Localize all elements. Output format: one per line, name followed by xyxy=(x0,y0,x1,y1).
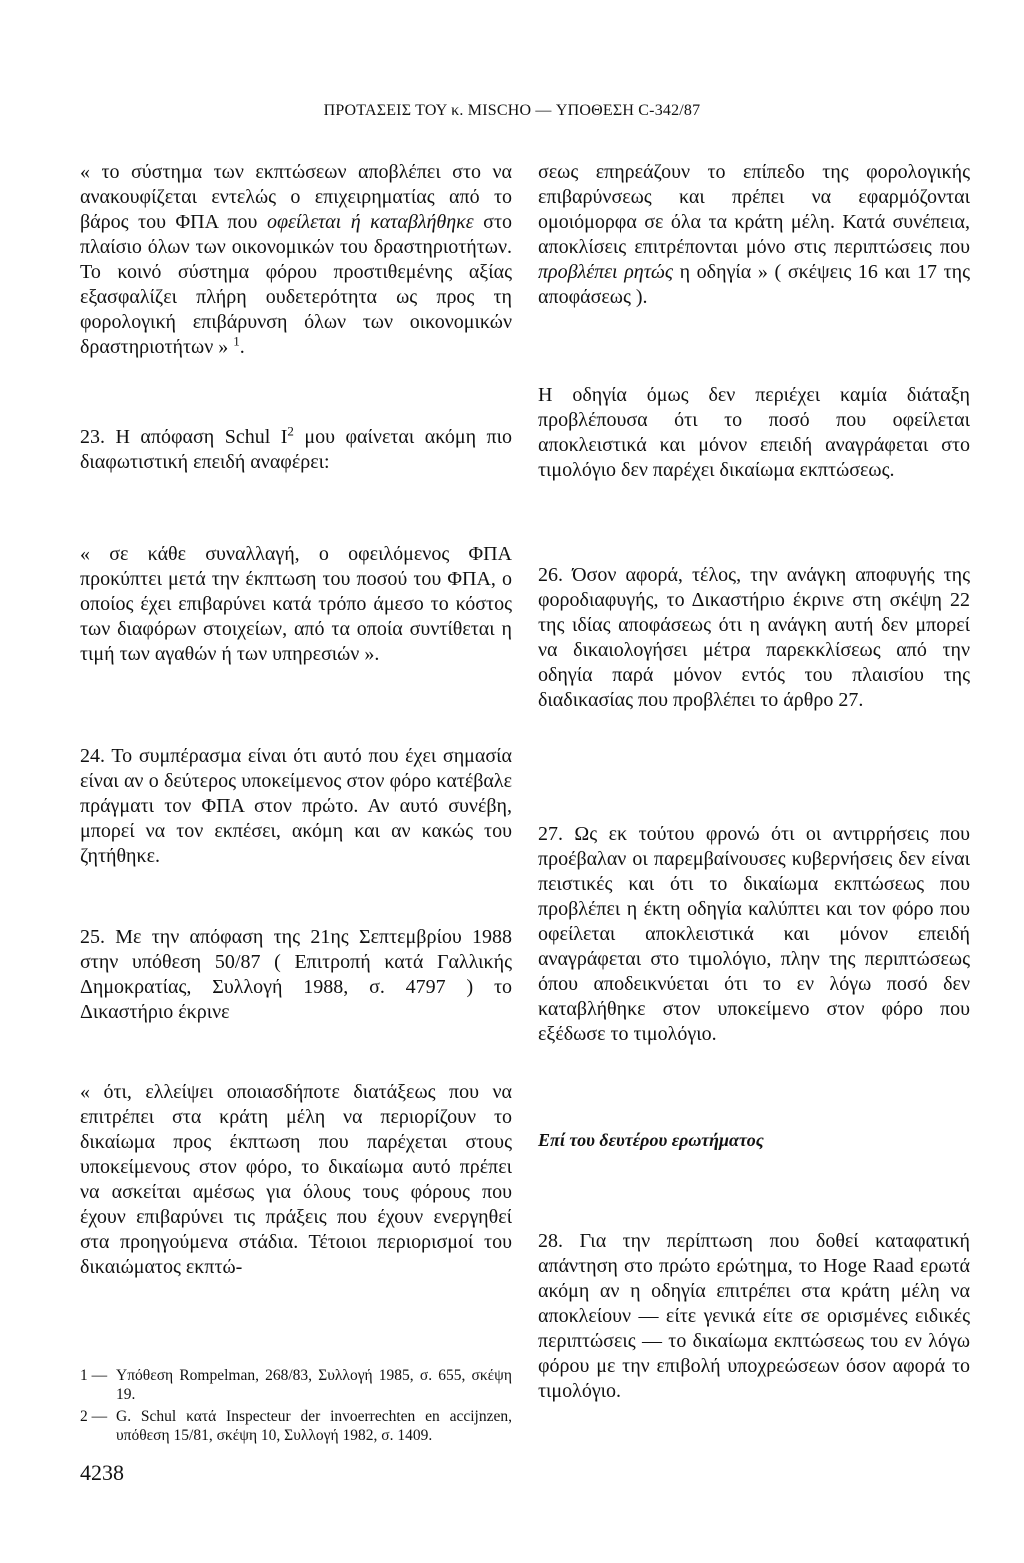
quote3-text: « ότι, ελλείψει οποιασδήποτε διατάξεως που να επιτρέπει στα κράτη μέλη να περιορίζουν το δικαίωμα προς έκπτωση που παρέχεται στους υποκείμενους στον φόρο, το δικαίωμα αυτό πρέπει να ασκείται αμέσως για όλους τους φόρους που έχουν επιβαρύνει τις πράξεις που έχουν ενεργηθεί στα προηγούμενα στάδια. Τέτοιοι περιορισμοί του δικαιώματος εκπτώ- xyxy=(80,1081,512,1278)
footnote-ref-2[interactable]: 2 xyxy=(287,423,294,439)
quote-commission-france xyxy=(80,1080,512,1280)
p26-text: 26. Όσον αφορά, τέλος, την ανάγκη αποφυγής της φοροδιαφυγής, το Δικαστήριο έκρινε στη σκέψη 22 της ιδίας αποφάσεως ότι η ανάγκη αυτή δεν μπορεί να δικαιολογήσει μέτρα παρεκκλίσεως από την οδηγία παρά μόνον εντός του πλαισίου της διαδικασίας που προβλέπει το άρθρο 27. xyxy=(538,564,970,711)
section-heading: Επί του δευτέρου ερωτήματος xyxy=(538,1130,764,1150)
p23-part-b: μου φαίνεται ακόμη πιο διαφωτιστική επειδή αναφέρει: xyxy=(80,426,512,473)
cont-part-a: σεως επηρεάζουν το επίπεδο της φορολογικής επιβαρύνσεως και πρέπει να εφαρμόζονται ομοιόμορφα σε όλα τα κράτη μέλη. Κατά συνέπεια, αποκλίσεις επιτρέπονται μόνο στις περιπτώσεις που xyxy=(538,161,970,258)
footnote-text: G. Schul κατά Inspecteur der invoerrechten en accijnzen, υπόθεση 15/81, σκέψη 10, Συλλογή 1982, σ. 1409. xyxy=(116,1408,512,1444)
p-odigia-text: Η οδηγία όμως δεν περιέχει καμία διάταξη προβλέπουσα ότι το ποσό που οφείλεται αποκλειστικά και μόνον επειδή αναγράφεται στο τιμολόγιο δεν παρέχει δικαίωμα εκπτώσεως. xyxy=(538,384,970,481)
p27-text: 27. Ως εκ τούτου φρονώ ότι οι αντιρρήσεις που προέβαλαν οι παρεμβαίνουσες κυβερνήσεις δεν είναι πειστικές και ότι το δικαίωμα εκπτώσεως που προβλέπει η έκτη οδηγία καλύπτει και τον φόρο που οφείλεται αποκλειστικά και μόνον επειδή αναγράφεται στο τιμολόγιο, πλην της περιπτώσεως όπου αποδεικνύεται ότι το εν λόγω ποσό δεν καταβλήθηκε στον υποκείμενο στον φόρο που εξέδωσε το τιμολόγιο. xyxy=(538,823,970,1045)
cont-italic: προβλέπει ρητώς xyxy=(538,261,673,283)
p28-text: 28. Για την περίπτωση που δοθεί καταφατική απάντηση στο πρώτο ερώτημα, το Hoge Raad ερωτά ακόμη αν η οδηγία επιτρέπει στα κράτη μέλη να αποκλείουν — είτε γενικά είτε σε ορισμένες ειδικές περιπτώσεις — το δικαίωμα εκπτώσεως του εν λόγω φόρου με την επιβολή υποχρεώσεων όσον αφορά το τιμολόγιο. xyxy=(538,1230,970,1402)
paragraph-25 xyxy=(80,925,512,1025)
paragraph-23 xyxy=(80,425,512,475)
paragraph-26 xyxy=(538,563,970,713)
footnote-1 xyxy=(80,1366,512,1404)
p23-part-a: 23. Η απόφαση Schul I xyxy=(80,426,288,448)
quote-system-deductions xyxy=(80,160,512,360)
footnote-ref-1[interactable]: 1 xyxy=(233,333,240,349)
paragraph-28 xyxy=(538,1229,970,1404)
quote2-text: « σε κάθε συναλλαγή, ο οφειλόμενος ΦΠΑ προκύπτει μετά την έκπτωση του ποσού του ΦΠΑ, ο οποίος έχει επιβαρύνει κατά τρόπο άμεσο το κόστος των διαφόρων στοιχείων, από τα οποία συντίθεται η τιμή των αγαθών ή των υπηρεσιών ». xyxy=(80,543,512,665)
page-number: 4238 xyxy=(80,1460,124,1485)
running-header: ΠΡΟΤΑΣΕΙΣ ΤΟΥ κ. MISCHO — ΥΠΟΘΕΣΗ C-342/87 xyxy=(323,102,701,119)
p25-text: 25. Με την απόφαση της 21ης Σεπτεμβρίου 1988 στην υπόθεση 50/87 ( Επιτροπή κατά Γαλλικής Δημοκρατίας, Συλλογή 1988, σ. 4797 ) το Δικαστήριο έκρινε xyxy=(80,926,512,1023)
footnotes xyxy=(80,1366,512,1448)
quote1-part-b: στο πλαίσιο όλων των οικονομικών του δραστηριοτήτων. Το κοινό σύστημα φόρου προστιθεμένης αξίας εξασφαλίζει πλήρη ουδετερότητα ως προς τη φορολογική επιβάρυνση όλων των οικονομικών δραστηριοτήτων » xyxy=(80,211,512,358)
p24-text: 24. Το συμπέρασμα είναι ότι αυτό που έχει σημασία είναι αν ο δεύτερος υποκείμενος στον φόρο κατέβαλε πράγματι τον ΦΠΑ στον πρώτο. Αν αυτό συνέβη, μπορεί να τον εκπέσει, ακόμη και αν κακώς του ζητήθηκε. xyxy=(80,745,512,867)
quote1-part-a: « το σύστημα των εκπτώσεων αποβλέπει στο να ανακουφίζεται εντελώς ο επιχειρηματίας από το βάρος του ΦΠΑ που xyxy=(80,161,512,233)
footnote-number: 1 — xyxy=(80,1367,108,1384)
paragraph-directive xyxy=(538,383,970,483)
paragraph-27 xyxy=(538,822,970,1047)
footnote-number: 2 — xyxy=(80,1408,108,1425)
footnote-text: Υπόθεση Rompelman, 268/83, Συλλογή 1985, σ. 655, σκέψη 19. xyxy=(116,1367,512,1403)
quote-schul xyxy=(80,542,512,667)
quote1-part-c: . xyxy=(239,336,245,358)
quote1-italic: οφείλεται ή καταβλήθηκε xyxy=(266,211,474,233)
paragraph-24 xyxy=(80,744,512,869)
footnote-2 xyxy=(80,1407,512,1445)
cont-part-b: η οδηγία » ( σκέψεις 16 και 17 της αποφάσεως ). xyxy=(538,261,970,308)
quote-continuation xyxy=(538,160,970,310)
